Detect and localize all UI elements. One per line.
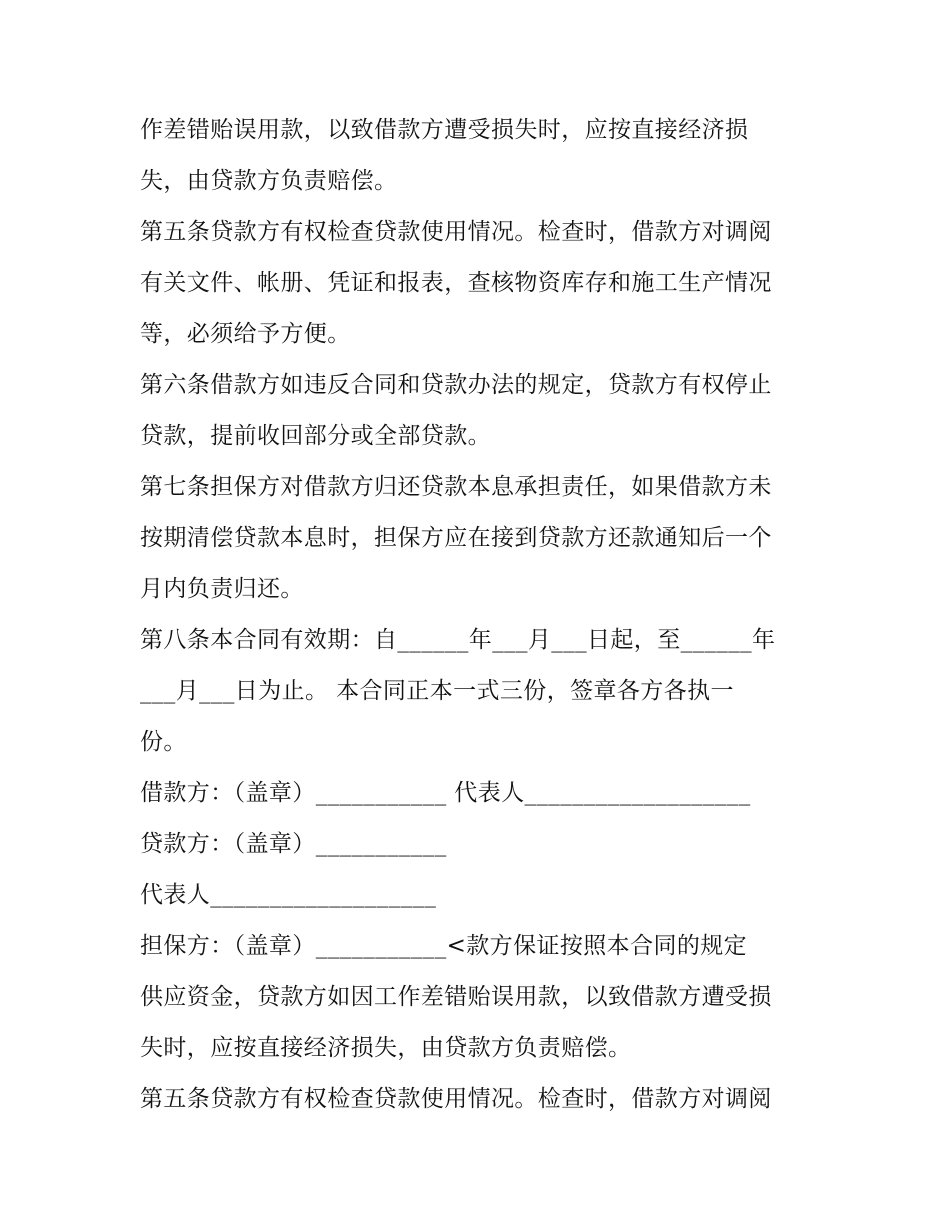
text-line: 份。	[140, 729, 187, 755]
document-page	[140, 105, 820, 1125]
text-line: ___月___日为止。 本合同正本一式三份，签章各方各执一	[140, 678, 734, 704]
text-line: 作差错贻误用款，以致借款方遭受损失时，应按直接经济损	[140, 117, 749, 143]
text-line: 第五条贷款方有权检查贷款使用情况。检查时，借款方对调阅	[140, 1086, 772, 1112]
text-line: 第六条借款方如违反合同和贷款办法的规定，贷款方有权停止	[140, 372, 772, 398]
text-line: 等，必须给予方便。	[140, 321, 351, 347]
text-line: 有关文件、帐册、凭证和报表，查核物资库存和施工生产情况	[140, 270, 772, 296]
signature-line-borrower: 借款方：（盖章）___________ 代表人___________________	[140, 780, 751, 806]
text-line: 第七条担保方对借款方归还贷款本息承担责任，如果借款方未	[140, 474, 772, 500]
text-line: 失时，应按直接经济损失，由贷款方负责赔偿。	[140, 1035, 632, 1061]
text-line: 第八条本合同有效期：自______年___月___日起，至______年	[140, 627, 776, 653]
text-line: 第五条贷款方有权检查贷款使用情况。检查时，借款方对调阅	[140, 219, 772, 245]
signature-line-lender: 贷款方：（盖章）___________	[140, 831, 447, 857]
text-line: 贷款，提前收回部分或全部贷款。	[140, 423, 491, 449]
text-line: 失，由贷款方负责赔偿。	[140, 168, 398, 194]
text-line: 供应资金，贷款方如因工作差错贻误用款，以致借款方遭受损	[140, 984, 772, 1010]
signature-line-guarantor: 担保方：（盖章）___________<款方保证按照本合同的规定	[140, 933, 748, 959]
signature-line-representative: 代表人___________________	[140, 882, 437, 908]
text-line: 月内负责归还。	[140, 576, 304, 602]
text-line: 按期清偿贷款本息时，担保方应在接到贷款方还款通知后一个	[140, 525, 772, 551]
